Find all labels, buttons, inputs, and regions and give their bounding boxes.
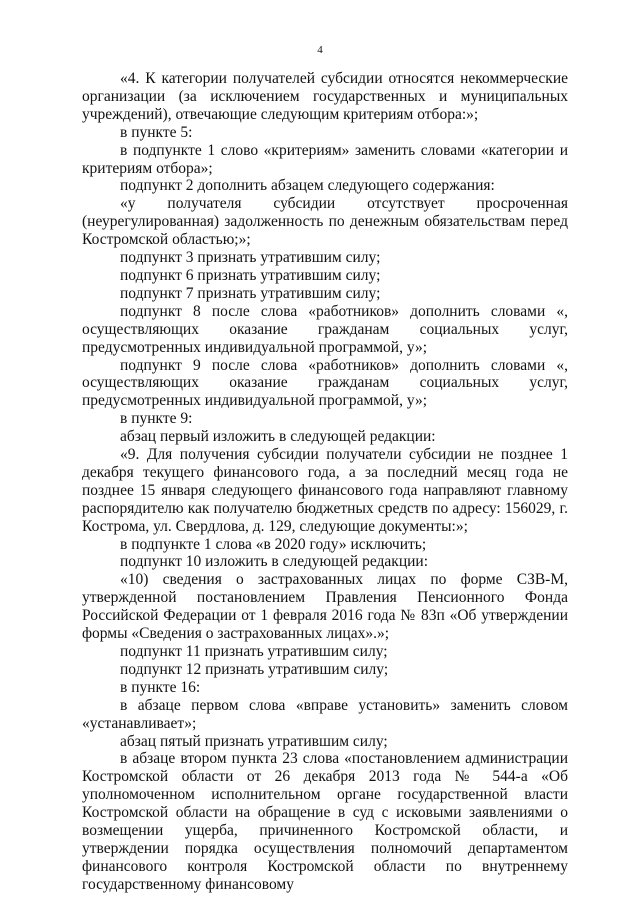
paragraph: подпункт 12 признать утратившим силу;	[120, 660, 389, 678]
paragraph: «у получателя субсидии отсутствует просроченная (неурегулированная) задолженность по денежным обязательствам перед Костромской областью;»;	[82, 195, 568, 249]
paragraph: «4. К категории получателей субсидии относятся некоммерческие организации (за исключением государственных и муниципальных учреждений), отвечающие следующим критериям отбора:»;	[82, 70, 568, 123]
paragraph: в абзаце первом слова «вправе установить» заменить словом «устанавливает»;	[82, 696, 568, 732]
paragraph: «10) сведения о застрахованных лицах по форме СЗВ-М, утвержденной постановлением Правления Пенсионного Фонда Российской Федерации от 1 февраля 2016 года № 83п «Об утверждении формы «Сведения о застрахованных лицах».»;	[82, 571, 568, 643]
paragraph: в абзаце втором пункта 23 слова «постановлением администрации Костромской области от 26 декабря 2013 года № 544-а «Об уполномоченном исполнительном органе государственной власти Костромской области на обращение в суд с исковыми заявлениями о возмещении ущерба, причиненного Костромской области, и утверждении порядка осуществления полномочий департаментом финансового контроля Костромской области по внутреннему государственному финансовому	[82, 750, 568, 893]
document-body	[82, 70, 568, 894]
paragraph: подпункт 7 признать утратившим силу;	[120, 284, 381, 302]
paragraph: подпункт 2 дополнить абзацем следующего содержания:	[120, 177, 495, 195]
paragraph: в подпункте 1 слова «в 2020 году» исключить;	[120, 535, 427, 553]
paragraph: в пункте 5:	[120, 123, 193, 141]
paragraph: «9. Для получения субсидии получатели субсидии не позднее 1 декабря текущего финансового года, а за последний месяц года не позднее 15 января следующего финансового года направляют главному распорядителю как получателю бюджетных средств по адресу: 156029, г. Кострома, ул. Свердлова, д. 129, следующие документы:»;	[82, 446, 568, 535]
paragraph: абзац пятый признать утратившим силу;	[120, 732, 388, 750]
paragraph: в пункте 16:	[120, 678, 201, 696]
paragraph: в подпункте 1 слово «критериям» заменить словами «категории и критериям отбора»;	[82, 141, 568, 177]
paragraph: подпункт 11 признать утратившим силу;	[120, 643, 388, 660]
paragraph: подпункт 3 признать утратившим силу;	[120, 249, 381, 267]
paragraph: подпункт 10 изложить в следующей редакции:	[120, 553, 429, 571]
paragraph: абзац первый изложить в следующей редакции:	[120, 428, 436, 446]
page-number: 4	[317, 44, 323, 56]
paragraph: подпункт 6 признать утратившим силу;	[120, 266, 381, 284]
paragraph: в пункте 9:	[120, 410, 193, 428]
paragraph: подпункт 9 после слова «работников» дополнить словами «, осуществляющих оказание гражданам социальных услуг, предусмотренных индивидуальной программой, у»;	[82, 356, 568, 410]
paragraph: подпункт 8 после слова «работников» дополнить словами «, осуществляющих оказание гражданам социальных услуг, предусмотренных индивидуальной программой, у»;	[82, 302, 568, 356]
